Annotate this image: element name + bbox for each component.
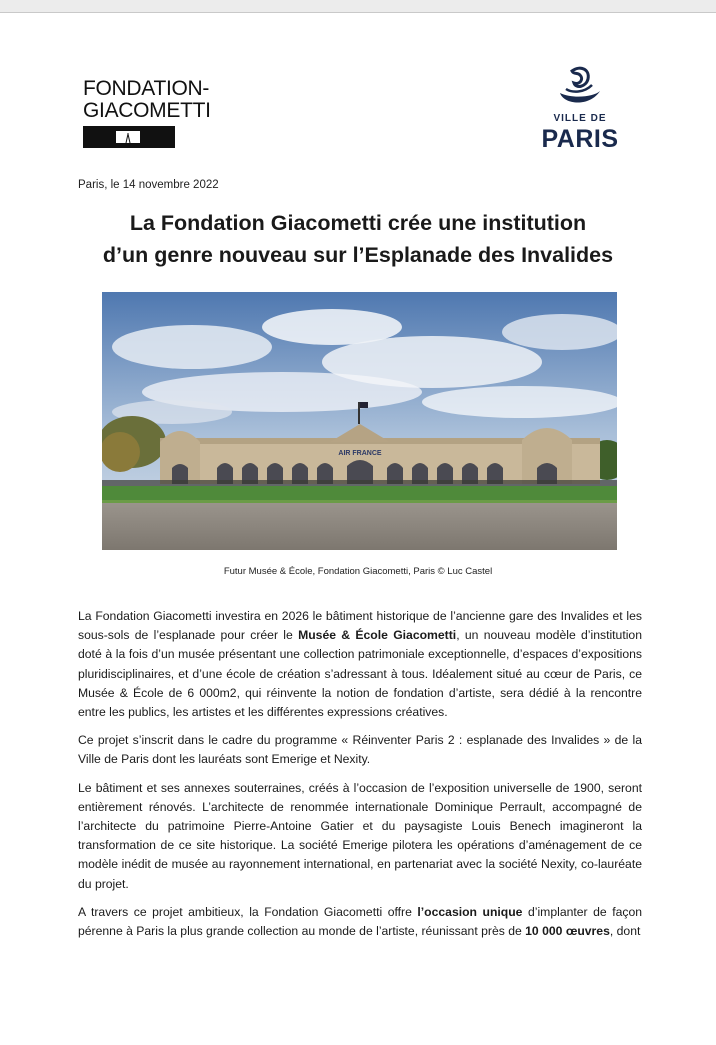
fondation-giacometti-logo	[83, 78, 233, 148]
building-photo	[102, 292, 617, 550]
paragraph-4	[78, 903, 642, 941]
viewer-top-bar	[0, 0, 716, 13]
page-title	[60, 207, 656, 271]
press-release-page	[0, 13, 716, 1045]
paragraph-1	[78, 607, 642, 722]
walking-man-icon	[116, 131, 140, 143]
p4-bold-count: 10 000 œuvres	[525, 924, 610, 939]
title-line-1: La Fondation Giacometti crée une institution	[129, 211, 587, 235]
p4-text-a: A travers ce projet ambitieux, la Fondation Giacometti offre	[78, 904, 418, 919]
p4-bold-occasion: l’occasion unique	[417, 904, 523, 919]
ville-de-text: VILLE DE	[553, 113, 607, 124]
ville-de-paris-logo	[532, 63, 628, 173]
logo-line-1: FONDATION-	[83, 77, 210, 100]
paris-text: PARIS	[541, 125, 619, 153]
air-france-sign: AIR FRANCE	[338, 450, 382, 457]
p4-text-e: , dont	[609, 924, 641, 939]
p1-text-c: , un nouveau modèle d’institution doté à la fois d’un musée présentant une collection patrimoniale exceptionnelle, d’espaces d’expositions pluridisciplinaires, et d’une école de création s’adressant à tous. Idéalement situé au cœur de Paris, ce Musée & École de 6 000m2, qui réinvente la notion de fondation d’artiste, sera dédié à la rencontre entre les publics, les artistes et les différentes expressions créatives.	[78, 628, 642, 720]
title-line-2: d’un genre nouveau sur l’Esplanade des Invalides	[102, 243, 614, 267]
p1-text-a: La Fondation Giacometti investira en 2026 le bâtiment historique de l’ancienne gare des Invalides et les sous-sols de l’esplanade pour créer le	[78, 609, 642, 643]
logo-badge	[83, 126, 175, 148]
release-date: Paris, le 14 novembre 2022	[78, 179, 219, 191]
p1-bold-museum-name: Musée & École Giacometti	[298, 628, 457, 643]
logo-line-2: GIACOMETTI	[83, 99, 211, 122]
p4-text-c: d’implanter de façon pérenne à Paris la plus grande collection au monde de l’artiste, réunissant près de	[78, 904, 643, 939]
paragraph-3: Le bâtiment et ses annexes souterraines, créés à l’occasion de l’exposition universelle de 1900, seront entièrement rénovés. L’architecte de renommée internationale Dominique Perrault, accompagné de l’architecte du patrimoine Pierre-Antoine Gatier et du paysagiste Louis Benech imagineront la transformation de ce site historique. La société Emerige pilotera les opérations d’aménagement de ce modèle inédit de musée au rayonnement international, en partenariat avec la société Nexity, co-lauréate du projet.	[78, 780, 642, 891]
photo-caption: Futur Musée & École, Fondation Giacometti, Paris © Luc Castel	[223, 566, 493, 577]
paragraph-2: Ce projet s’inscrit dans le cadre du programme « Réinventer Paris 2 : esplanade des Invalides » de la Ville de Paris dont les lauréats sont Emerige et Nexity.	[78, 733, 642, 767]
press-release-body	[78, 607, 642, 950]
paris-ship-icon	[550, 63, 610, 111]
